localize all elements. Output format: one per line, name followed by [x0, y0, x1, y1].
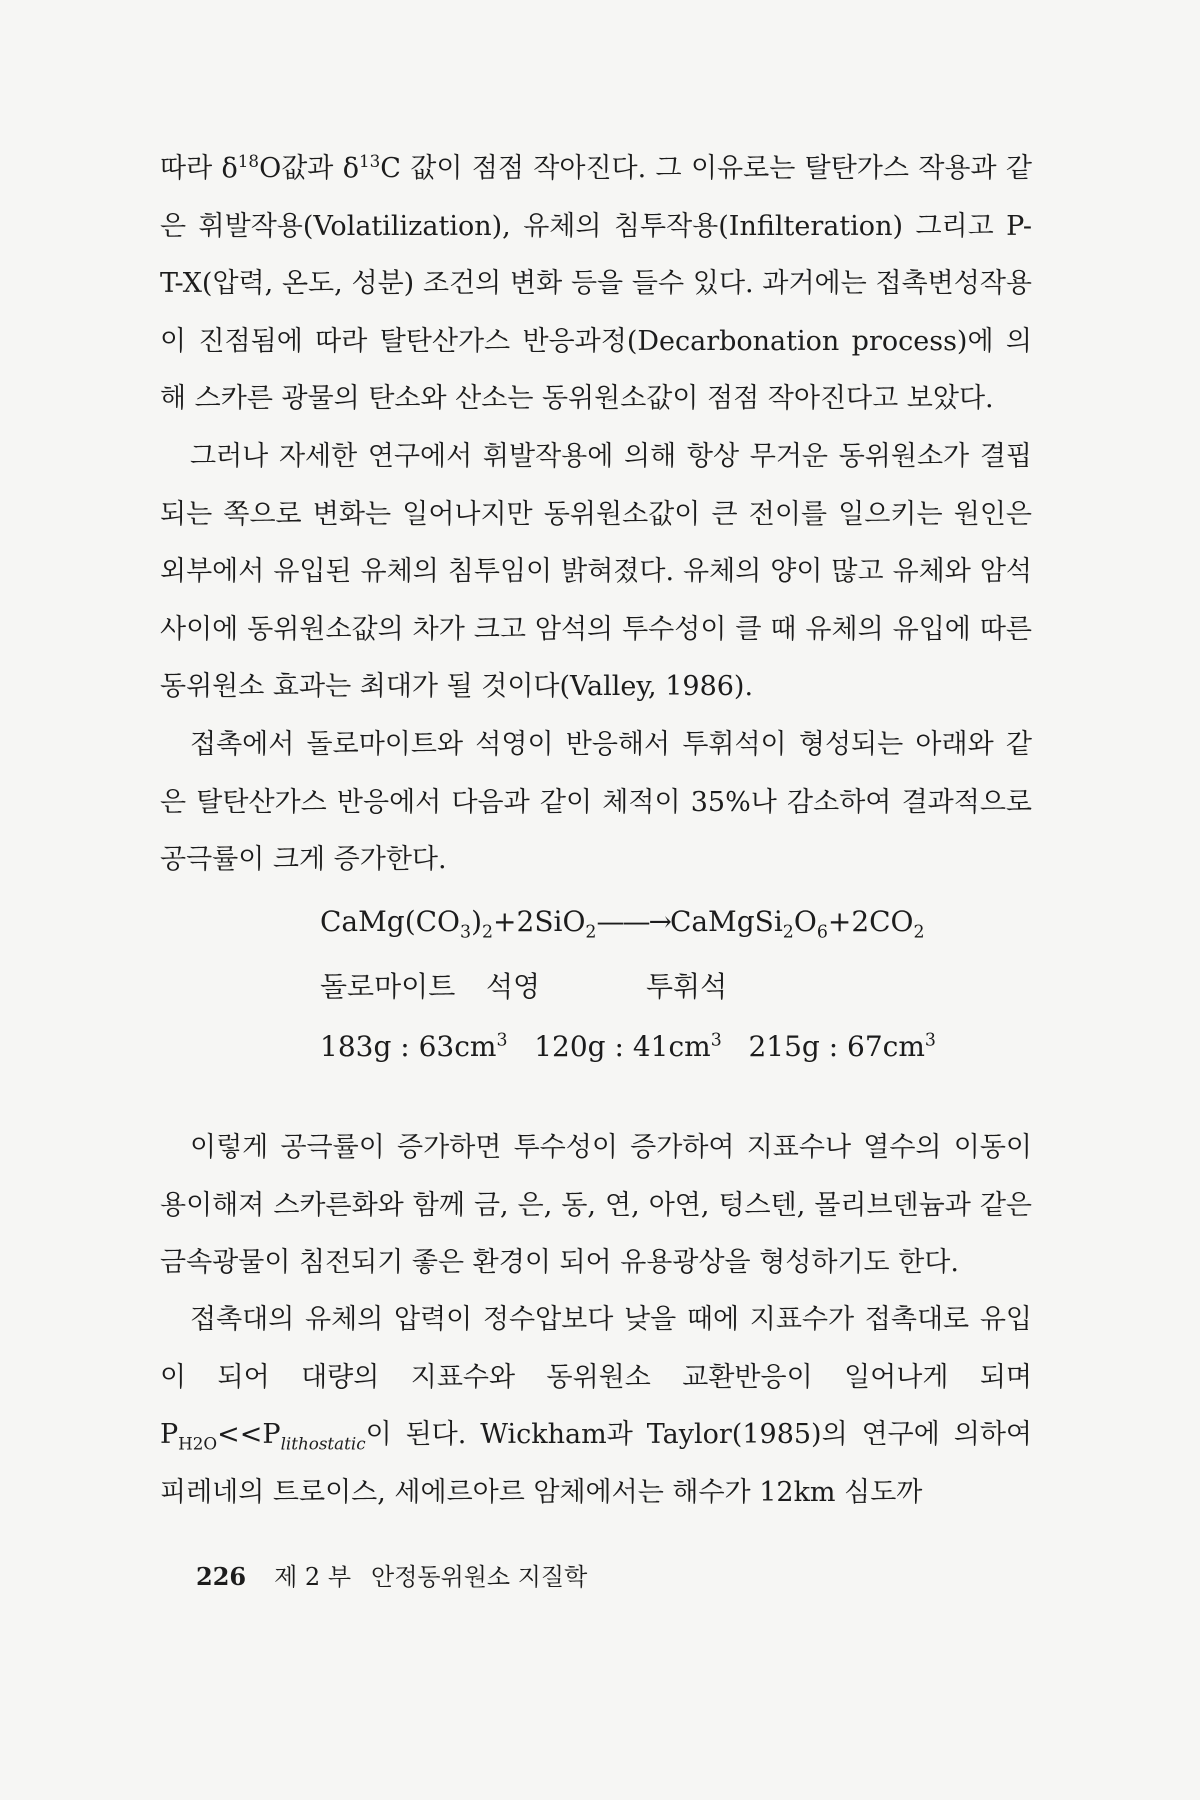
eq-sub: 2	[913, 922, 925, 943]
cube-sup: 3	[496, 1030, 508, 1051]
eq-sub: 3	[460, 922, 472, 943]
p5-text-b: <<P	[217, 1419, 281, 1450]
mineral-name-quartz: 석영	[486, 970, 541, 1003]
paragraph-5	[160, 1291, 1032, 1521]
eq-sub: 6	[816, 922, 828, 943]
p1-sup-13: 13	[358, 151, 381, 171]
mass-volume-line	[320, 1030, 936, 1063]
p1-text-b: O값과 δ	[259, 153, 359, 184]
eq-sub: 2	[482, 922, 494, 943]
cube-sup: 3	[710, 1030, 722, 1051]
p1-text-a: 따라 δ	[160, 153, 238, 184]
page-number: 226	[196, 1562, 247, 1591]
mineral-name-dolomite: 돌로마이트	[320, 970, 456, 1003]
p5-text-c: 이 된다. Wickham과 Taylor(1985)의 연구에 의하여 피레네의 트로이스, 세에르아르 암체에서는 해수가 12km 심도까	[160, 1419, 1032, 1508]
mass-volume-dolomite: 183g : 63cm	[320, 1030, 497, 1063]
paragraph-1	[160, 140, 1032, 428]
p5-sub-lithostatic: lithostatic	[280, 1433, 366, 1454]
footer-title: 안정동위원소 지질학	[371, 1563, 588, 1591]
mineral-name-diopside: 투휘석	[646, 970, 728, 1003]
reaction-equation	[320, 905, 925, 943]
mass-volume-diopside: 215g : 67cm	[748, 1030, 925, 1063]
paragraph-2: 그러나 자세한 연구에서 휘발작용에 의해 항상 무거운 동위원소가 결핍되는 쪽으로 변화는 일어나지만 동위원소값이 큰 전이를 일으키는 원인은 외부에서 유입된 유체의 침투임이 밝혀졌다. 유체의 양이 많고 유체와 암석 사이에 동위원소값의 차가 크고 암석의 투수성이 클 때 유체의 유입에 따른 동위원소 효과는 최대가 될 것이다(Valley, 1986).	[160, 441, 1032, 702]
paragraph-3: 접촉에서 돌로마이트와 석영이 반응해서 투휘석이 형성되는 아래와 같은 탈탄산가스 반응에서 다음과 같이 체적이 35%나 감소하여 결과적으로 공극률이 크게 증가한다.	[160, 729, 1032, 875]
eq-sub: 2	[585, 922, 597, 943]
eq-part: +2CO	[827, 905, 914, 938]
eq-part: CaMg(CO	[320, 905, 461, 938]
reaction-arrow: ——→	[596, 905, 670, 938]
footer-part: 제 2 부	[274, 1563, 352, 1591]
mass-volume-quartz: 120g : 41cm	[534, 1030, 711, 1063]
p5-sub-h2o: H2O	[178, 1433, 218, 1454]
cube-sup: 3	[924, 1030, 936, 1051]
paragraph-4: 이렇게 공극률이 증가하면 투수성이 증가하여 지표수나 열수의 이동이 용이해져 스카른화와 함께 금, 은, 동, 연, 아연, 텅스텐, 몰리브덴늄과 같은 금속광물이 침전되기 좋은 환경이 되어 유용광상을 형성하기도 한다.	[160, 1132, 1032, 1278]
eq-sub: 2	[782, 922, 794, 943]
p1-text-c: C 값이 점점 작아진다. 그 이유로는 탈탄가스 작용과 같은 휘발작용(Volatilization), 유체의 침투작용(Infilteration) 그리고 P-T-X(압력, 온도, 성분) 조건의 변화 등을 들수 있다. 과거에는 접촉변성작용이 진점됨에 따라 탈탄산가스 반응과정(Decarbonation process)에 의해 스카른 광물의 탄소와 산소는 동위원소값이 점점 작아진다고 보았다.	[160, 153, 1032, 414]
p1-sup-18: 18	[237, 151, 260, 171]
eq-part: O	[793, 905, 817, 938]
p5-text-a: 접촉대의 유체의 압력이 정수압보다 낮을 때에 지표수가 접촉대로 유입이 되어 대량의 지표수와 동위원소 교환반응이 일어나게 되며 P	[160, 1304, 1032, 1450]
eq-part: +2SiO	[493, 905, 586, 938]
eq-part: )	[471, 905, 482, 938]
eq-part: CaMgSi	[669, 905, 783, 938]
page-footer	[196, 1557, 587, 1592]
